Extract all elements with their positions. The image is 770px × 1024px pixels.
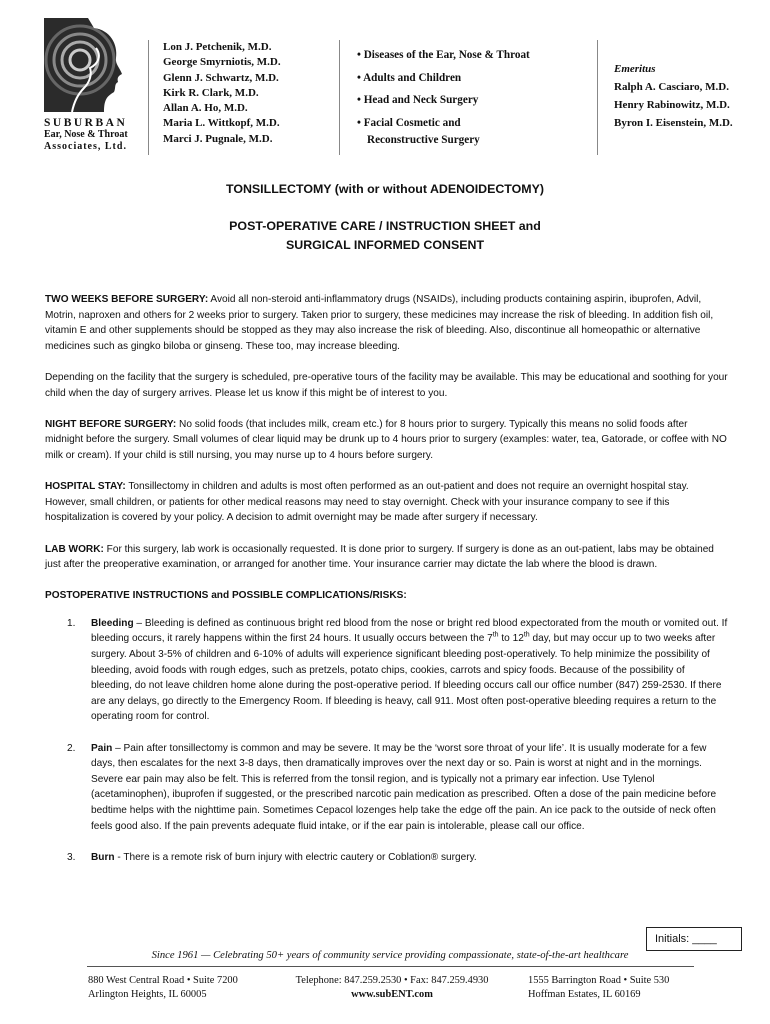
logo-head-silhouette [44, 18, 125, 112]
footer-divider [87, 966, 694, 967]
contact-info [272, 974, 512, 1002]
emeritus-name: Byron I. Eisenstein, M.D. [614, 117, 733, 129]
address-arlington [88, 974, 238, 1002]
doctor-name: Maria L. Wittkopf, M.D. [163, 117, 280, 130]
footer-tagline: Since 1961 — Celebrating 50+ years of community service providing compassionate, state-of-the-art healthcare [151, 950, 629, 961]
initials-field[interactable]: Initials: ____ [646, 927, 742, 951]
section-text: Tonsillectomy in children and adults is most often performed as an out-patient and does not require an overnight hospital stay. However, small children, or patients for other medical reasons may need to stay overnight. Check with your insurance company to see if this hospitalization is covered by your policy. A decision to admit overnight may be made after surgery if necessary. [45, 481, 689, 524]
section-text: For this surgery, lab work is occasionally requested. It is done prior to surgery. If surgery is done as an out-patient, labs may be obtained just after the preoperative examination, or arranged for another time. Your insurance carrier may dictate the lab where the blood is drawn. [45, 543, 714, 571]
item-label: Bleeding [91, 617, 134, 629]
document-subtitle: POST-OPERATIVE CARE / INSTRUCTION SHEET and [229, 219, 541, 233]
head-silhouette-icon [44, 18, 125, 112]
doctor-name: Allan A. Ho, M.D. [163, 102, 248, 115]
specialty-item: • Facial Cosmetic and [357, 116, 461, 129]
address-hoffman [528, 974, 669, 1002]
specialty-list [357, 44, 530, 147]
doctor-name: Kirk R. Clark, M.D. [163, 86, 259, 99]
section-night-before [45, 417, 728, 464]
item-number: 3. [67, 851, 76, 863]
doctor-name: Glenn J. Schwartz, M.D. [163, 71, 279, 84]
instruction-body [45, 292, 728, 881]
section-label: LAB WORK: [45, 543, 104, 555]
ordinal-suffix: th [492, 632, 499, 640]
section-label: NIGHT BEFORE SURGERY: [45, 418, 177, 430]
section-text: Depending on the facility that the surgery is scheduled, pre-operative tours of the facility may be available. This may be educational and soothing for your child when the day of surgery arrives. Please let us know if this might be of interest to you. [45, 371, 728, 399]
address-line: 1555 Barrington Road • Suite 530 [528, 975, 670, 986]
item-text: - There is a remote risk of burn injury with electric cautery or Coblation® surgery. [114, 851, 477, 863]
section-label: TWO WEEKS BEFORE SURGERY: [45, 294, 209, 305]
phone-fax: Telephone: 847.259.2530 • Fax: 847.259.4930 [295, 975, 489, 986]
address-line: Arlington Heights, IL 60005 [88, 989, 207, 1000]
doctor-name: Marci J. Pugnale, M.D. [163, 132, 273, 145]
item-text: – Bleeding is defined as continuous bright red blood from the nose or bright red blood expectorated from the mouth or vomited out. If bleeding occurs, it rarely happens within the first 24 hours. It usually occurs between the 7 [91, 617, 728, 645]
doctor-name: Lon J. Petchenik, M.D. [163, 41, 272, 53]
logo-line3: Associates, Ltd. [44, 141, 127, 152]
section-label: HOSPITAL STAY: [45, 481, 126, 493]
postop-heading: POSTOPERATIVE INSTRUCTIONS and POSSIBLE COMPLICATIONS/RISKS: [45, 590, 407, 602]
doctor-list [163, 40, 281, 147]
document-subtitle-2: SURGICAL INFORMED CONSENT [285, 238, 485, 252]
list-item [45, 850, 728, 866]
section-facility [45, 370, 728, 401]
logo-brand: SUBURBAN [44, 117, 128, 129]
logo-wordmark [44, 117, 144, 153]
item-label: Burn [91, 851, 115, 863]
item-label: Pain [91, 742, 113, 754]
emeritus-name: Henry Rabinowitz, M.D. [614, 99, 730, 111]
address-line: Hoffman Estates, IL 60169 [528, 989, 641, 1000]
website-link[interactable]: www.subENT.com [351, 989, 433, 1000]
complications-list [45, 616, 728, 866]
section-text: No solid foods (that includes milk, cream etc.) for 8 hours prior to surgery. Typically this means no solid foods after midnight before the surgery. Small volumes of clear liquid may be drunk up to 4 hours prior to surgery (examples: water, tea, Gatorade, or coffee with NO milk or cream). If your child is still nursing, you may nurse up to 4 hours before surgery. [45, 418, 727, 461]
list-item [45, 741, 728, 835]
specialty-item: • Diseases of the Ear, Nose & Throat [357, 49, 530, 61]
item-text: day, but may occur up to two weeks after surgery. About 3-5% of children and 6-10% of adults will experience significant bleeding post-operatively. To help minimize the possibility of bleeding, avoid foods with rough edges, such as pretzels, potato chips, cookies, carrots and spicy foods. Because of the possibility of bleeding, do not leave children home alone during the post-operative period. If bleeding occurs call our office number (847) 259-2530. If there are any delays, go directly to the Emergency Room. If bleeding is heavy, call 911. Most often post-operative bleeding requires a return to the operating room for control. [91, 633, 722, 723]
item-number: 2. [67, 742, 76, 754]
item-number: 1. [67, 617, 76, 629]
header-divider [339, 40, 340, 155]
specialty-item: • Adults and Children [357, 71, 462, 84]
specialty-item: • Head and Neck Surgery [357, 94, 479, 106]
document-title: TONSILLECTOMY (with or without ADENOIDECTOMY) [225, 182, 545, 196]
emeritus-title: Emeritus [614, 63, 656, 75]
header-divider [148, 40, 149, 155]
section-lab-work [45, 542, 728, 573]
list-item [45, 616, 728, 725]
specialty-continuation: Reconstructive Surgery [367, 134, 480, 146]
emeritus-list [614, 60, 733, 132]
doctor-name: George Smyrniotis, M.D. [163, 56, 281, 69]
section-text: Avoid all non-steroid anti-inflammatory drugs (NSAIDs), including products containing aspirin, ibuprofen, Advil, Motrin, naproxen and others for 2 weeks prior to surgery. Taken prior to surgery, these medicines may increase the risk of bleeding. In addition fish oil, vitamin E and other supplements should be stopped as they may also increase the risk of bleeding. Also, discontinue all homeopathic or alternative medicines such as gingko biloba or ginseng. These too, may increase bleeding. [45, 294, 714, 352]
section-two-weeks [45, 292, 728, 354]
logo-line2: Ear, Nose & Throat [44, 129, 128, 140]
address-line: 880 West Central Road • Suite 7200 [88, 975, 238, 986]
item-text: to 12 [498, 633, 524, 645]
emeritus-name: Ralph A. Casciaro, M.D. [614, 81, 729, 93]
ordinal-suffix: th [523, 632, 530, 640]
header-divider [597, 40, 598, 155]
item-text: – Pain after tonsillectomy is common and may be severe. It may be the ‘worst sore throat of your life’. It is usually moderate for a few days, then escalates for the next 3-8 days, then dramatically improves over the next day or so. Pain is worst at night and in the mornings. Severe ear pain may also be felt. This is referred from the tonsil region, and is typically not a primary ear infection. Use Tylenol (acetaminophen), ibuprofen if suggested, or the prescribed narcotic pain medication as prescribed. Often a dose of the pain medicine before bedtime helps with the nighttime pain. Sometimes Cepacol lozenges help take the edge off the pain. An ice pack to the outside of neck often feels good also. If the pain prevents adequate fluid intake, or if the ear pain is intolerable, please call our office. [91, 742, 717, 832]
section-hospital-stay [45, 479, 728, 526]
